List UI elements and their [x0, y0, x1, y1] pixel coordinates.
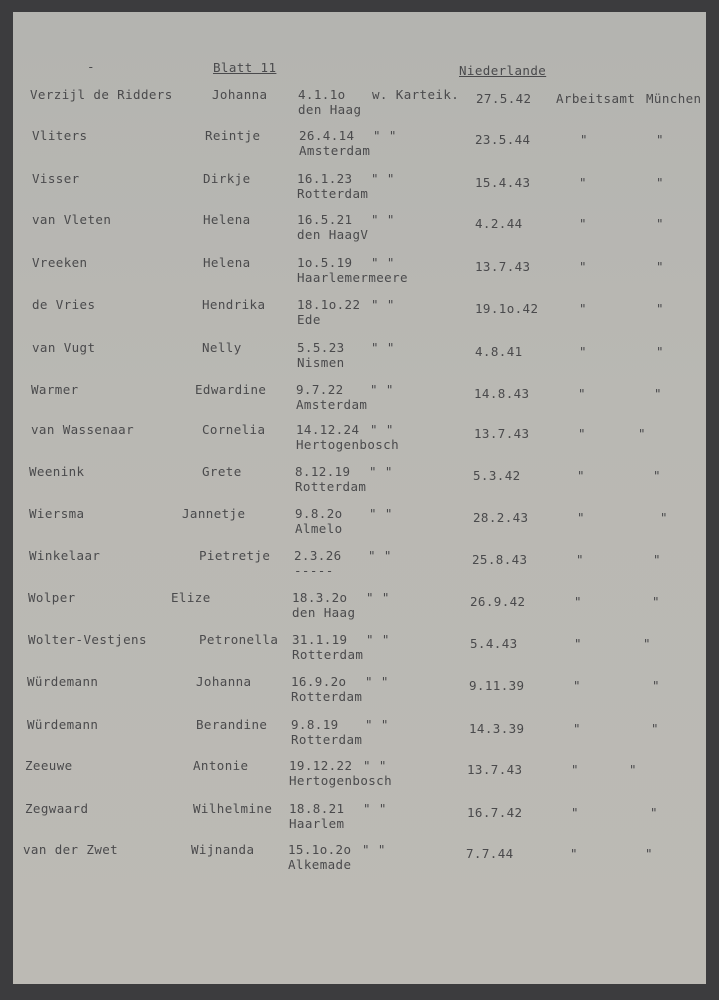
entry-date: 13.7.43: [474, 426, 530, 441]
entry-date: 13.7.43: [475, 259, 531, 274]
entry-date: 27.5.42: [476, 91, 532, 106]
surname: Vreeken: [32, 255, 88, 270]
surname: Würdemann: [27, 717, 99, 732]
birth-date: 14.12.24: [296, 422, 360, 437]
office-city: ": [654, 386, 662, 401]
given-name: Petronella: [199, 632, 279, 647]
birth-place: Amsterdam: [296, 397, 368, 412]
surname: Würdemann: [27, 674, 99, 689]
birth-date: 4.1.1o: [298, 87, 346, 102]
country-heading: Niederlande: [459, 63, 547, 78]
surname: Zeeuwe: [25, 758, 73, 773]
birth-place: Haarlemermeere: [297, 270, 408, 285]
given-name: Johanna: [196, 674, 252, 689]
office: ": [578, 386, 586, 401]
entry-date: 25.8.43: [472, 552, 528, 567]
entry-date: 5.4.43: [470, 636, 518, 651]
registry-source: " ": [365, 717, 389, 732]
entry-date: 4.8.41: [475, 344, 523, 359]
office-city: ": [656, 175, 664, 190]
surname: van Vugt: [32, 340, 96, 355]
registry-source: " ": [371, 255, 395, 270]
entry-date: 13.7.43: [467, 762, 523, 777]
birth-place: den Haag: [292, 605, 356, 620]
given-name: Nelly: [202, 340, 242, 355]
surname: Vliters: [32, 128, 88, 143]
header-mark: -: [87, 59, 95, 74]
office-city: ": [652, 678, 660, 693]
birth-date: 5.5.23: [297, 340, 345, 355]
office-city: ": [656, 259, 664, 274]
given-name: Elize: [171, 590, 211, 605]
given-name: Cornelia: [202, 422, 266, 437]
office: ": [580, 132, 588, 147]
birth-place: Rotterdam: [291, 732, 363, 747]
birth-place: Rotterdam: [295, 479, 367, 494]
office-city: ": [660, 510, 668, 525]
surname: van Vleten: [32, 212, 112, 227]
office-city: ": [656, 132, 664, 147]
registry-source: " ": [371, 297, 395, 312]
given-name: Johanna: [212, 87, 268, 102]
registry-source: " ": [365, 674, 389, 689]
registry-source: " ": [370, 382, 394, 397]
given-name: Dirkje: [203, 171, 251, 186]
given-name: Jannetje: [182, 506, 246, 521]
birth-place: Almelo: [295, 521, 343, 536]
surname: Winkelaar: [29, 548, 101, 563]
birth-place: -----: [294, 563, 334, 578]
birth-date: 16.5.21: [297, 212, 353, 227]
entry-date: 14.8.43: [474, 386, 530, 401]
given-name: Helena: [203, 255, 251, 270]
surname: Zegwaard: [25, 801, 89, 816]
birth-date: 9.8.2o: [295, 506, 343, 521]
given-name: Antonie: [193, 758, 249, 773]
birth-place: Rotterdam: [297, 186, 369, 201]
entry-date: 9.11.39: [469, 678, 525, 693]
surname: Wolter-Vestjens: [28, 632, 147, 647]
office: ": [571, 805, 579, 820]
birth-date: 16.1.23: [297, 171, 353, 186]
office: ": [579, 301, 587, 316]
birth-date: 26.4.14: [299, 128, 355, 143]
registry-source: w. Karteik.: [372, 87, 460, 102]
given-name: Pietretje: [199, 548, 271, 563]
office-city: ": [656, 344, 664, 359]
office: ": [574, 594, 582, 609]
office-city: ": [643, 636, 651, 651]
birth-date: 9.7.22: [296, 382, 344, 397]
office: ": [577, 468, 585, 483]
birth-date: 31.1.19: [292, 632, 348, 647]
birth-date: 18.3.2o: [292, 590, 348, 605]
office-city: ": [656, 301, 664, 316]
birth-date: 18.1o.22: [297, 297, 361, 312]
office-city: ": [656, 216, 664, 231]
office-city: ": [638, 426, 646, 441]
birth-date: 16.9.2o: [291, 674, 347, 689]
office-city: ": [651, 721, 659, 736]
birth-date: 15.1o.2o: [288, 842, 352, 857]
registry-source: " ": [371, 171, 395, 186]
office-city: ": [653, 552, 661, 567]
office-city: ": [650, 805, 658, 820]
office: Arbeitsamt: [556, 91, 636, 106]
surname: Weenink: [29, 464, 85, 479]
birth-place: Nismen: [297, 355, 345, 370]
office: ": [579, 175, 587, 190]
entry-date: 28.2.43: [473, 510, 529, 525]
birth-place: Alkemade: [288, 857, 352, 872]
entry-date: 5.3.42: [473, 468, 521, 483]
given-name: Wijnanda: [191, 842, 255, 857]
registry-source: " ": [370, 422, 394, 437]
office: ": [577, 510, 585, 525]
birth-place: Amsterdam: [299, 143, 371, 158]
office: ": [576, 552, 584, 567]
registry-source: " ": [362, 842, 386, 857]
office: ": [573, 721, 581, 736]
registry-source: " ": [363, 758, 387, 773]
office-city: München: [646, 91, 702, 106]
surname: van der Zwet: [23, 842, 119, 857]
surname: Visser: [32, 171, 80, 186]
registry-source: " ": [369, 506, 393, 521]
entry-date: 23.5.44: [475, 132, 531, 147]
entry-date: 15.4.43: [475, 175, 531, 190]
office-city: ": [653, 468, 661, 483]
birth-place: den Haag: [298, 102, 362, 117]
office: ": [579, 344, 587, 359]
registry-source: " ": [368, 548, 392, 563]
office-city: ": [645, 846, 653, 861]
document-page: [13, 12, 706, 984]
surname: Wiersma: [29, 506, 85, 521]
birth-date: 1o.5.19: [297, 255, 353, 270]
office: ": [573, 678, 581, 693]
surname: van Wassenaar: [31, 422, 135, 437]
given-name: Hendrika: [202, 297, 266, 312]
birth-date: 18.8.21: [289, 801, 345, 816]
entry-date: 26.9.42: [470, 594, 526, 609]
office: ": [571, 762, 579, 777]
registry-source: " ": [369, 464, 393, 479]
birth-date: 8.12.19: [295, 464, 351, 479]
entry-date: 19.1o.42: [475, 301, 539, 316]
surname: Verzijl de Ridders: [30, 87, 173, 102]
office-city: ": [629, 762, 637, 777]
birth-place: Rotterdam: [291, 689, 363, 704]
registry-source: " ": [366, 590, 390, 605]
office: ": [579, 259, 587, 274]
entry-date: 14.3.39: [469, 721, 525, 736]
birth-place: Hertogenbosch: [289, 773, 393, 788]
surname: de Vries: [32, 297, 96, 312]
given-name: Wilhelmine: [193, 801, 273, 816]
given-name: Berandine: [196, 717, 268, 732]
birth-date: 2.3.26: [294, 548, 342, 563]
office: ": [570, 846, 578, 861]
birth-place: Rotterdam: [292, 647, 364, 662]
registry-source: " ": [366, 632, 390, 647]
entry-date: 16.7.42: [467, 805, 523, 820]
entry-date: 7.7.44: [466, 846, 514, 861]
surname: Warmer: [31, 382, 79, 397]
birth-date: 9.8.19: [291, 717, 339, 732]
registry-source: " ": [371, 340, 395, 355]
surname: Wolper: [28, 590, 76, 605]
office: ": [578, 426, 586, 441]
given-name: Helena: [203, 212, 251, 227]
entry-date: 4.2.44: [475, 216, 523, 231]
birth-place: Ede: [297, 312, 321, 327]
birth-place: den HaagV: [297, 227, 369, 242]
birth-place: Haarlem: [289, 816, 345, 831]
birth-date: 19.12.22: [289, 758, 353, 773]
office-city: ": [652, 594, 660, 609]
registry-source: " ": [371, 212, 395, 227]
given-name: Reintje: [205, 128, 261, 143]
office: ": [574, 636, 582, 651]
given-name: Grete: [202, 464, 242, 479]
office: ": [579, 216, 587, 231]
birth-place: Hertogenbosch: [296, 437, 400, 452]
registry-source: " ": [363, 801, 387, 816]
given-name: Edwardine: [195, 382, 267, 397]
sheet-number: Blatt 11: [213, 60, 277, 75]
registry-source: " ": [373, 128, 397, 143]
